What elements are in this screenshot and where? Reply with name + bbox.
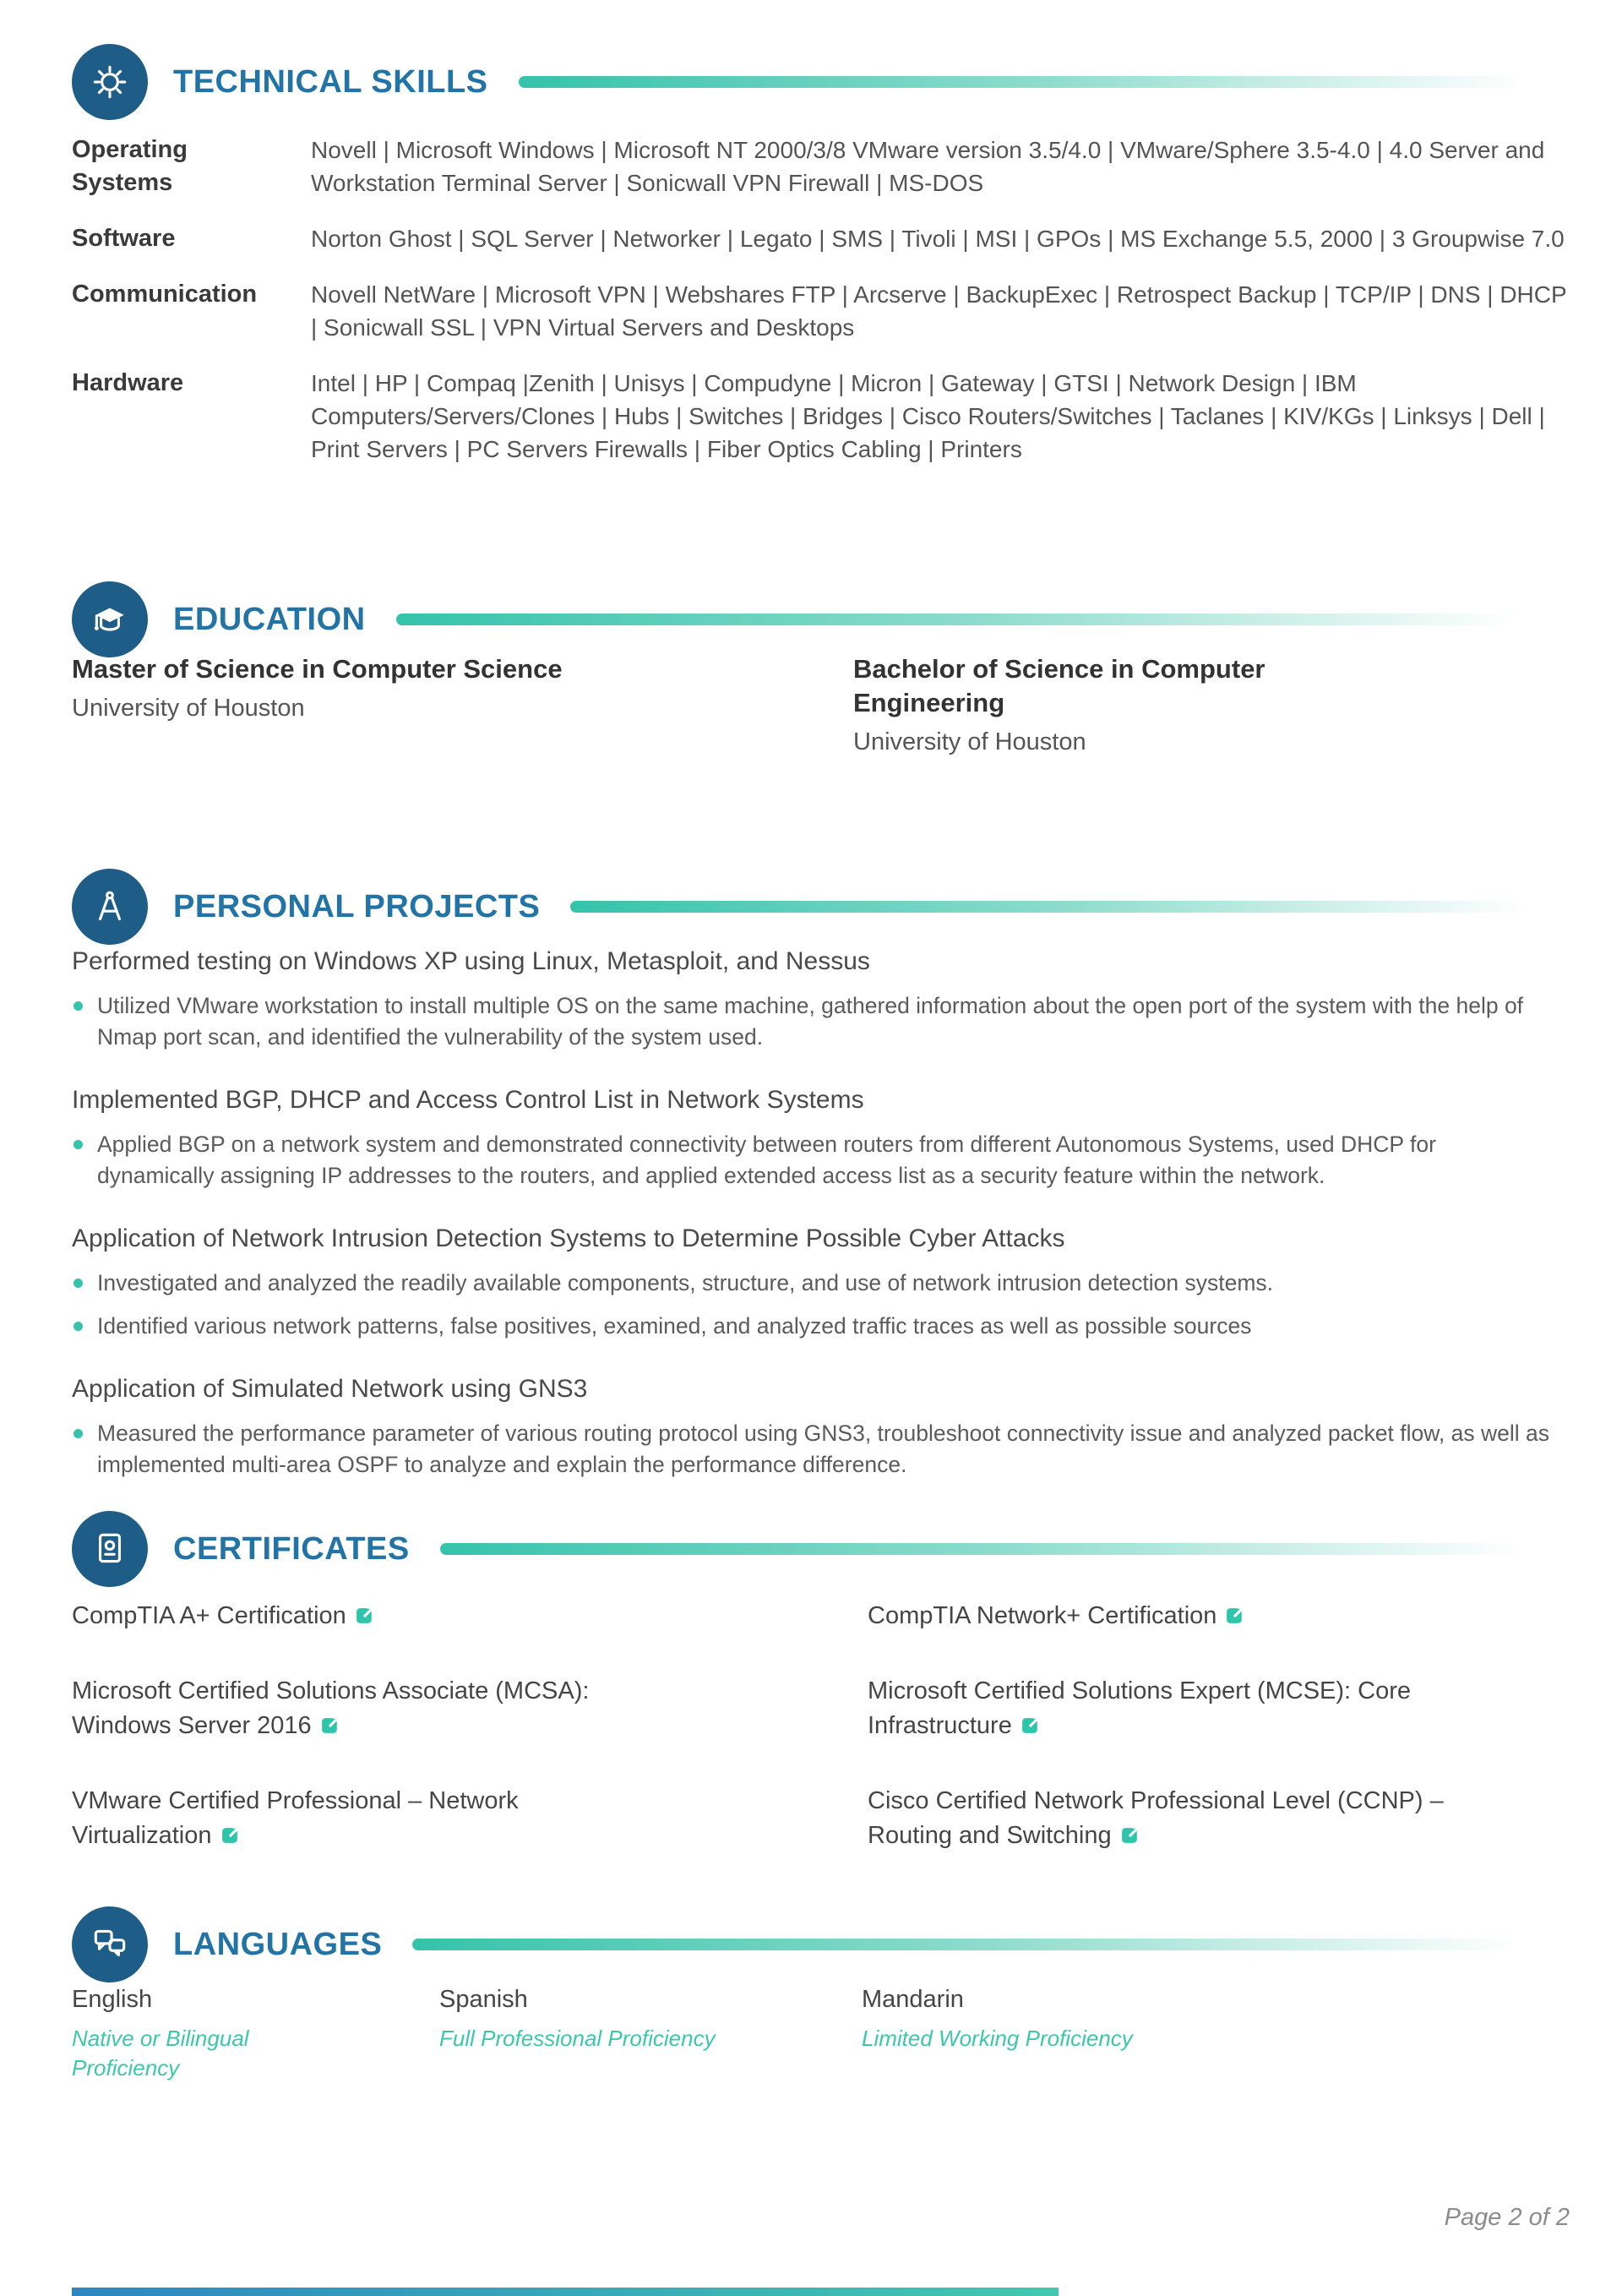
section-title: EDUCATION <box>173 601 366 637</box>
certificate-text: Microsoft Certified Solutions Expert (MCSE): Core Infrastructure <box>868 1677 1412 1739</box>
certificate-item <box>868 1674 1484 1743</box>
bullet-text: Identified various network patterns, false positives, examined, and analyzed traffic traces as well as possible sources <box>97 1313 1252 1339</box>
page-number: Page 2 of 2 <box>1444 2204 1570 2231</box>
certificate-item <box>868 1599 1484 1633</box>
bullet-dot-icon <box>73 1001 83 1011</box>
certificate-item <box>72 1784 655 1853</box>
language-level: Limited Working Proficiency <box>862 2026 1133 2051</box>
certificate-text: VMware Certified Professional – Network Virtualization <box>72 1787 519 1849</box>
degree-entry <box>72 652 853 756</box>
external-link-icon[interactable] <box>1225 1605 1246 1626</box>
certificates-list <box>72 1599 1567 1853</box>
degree-title: Bachelor of Science in Computer Engineering <box>853 654 1265 717</box>
degree-school: University of Houston <box>853 728 1086 755</box>
degree-school: University of Houston <box>72 695 305 722</box>
education-header <box>72 581 1567 657</box>
section-title: CERTIFICATES <box>173 1530 410 1567</box>
certificate-item <box>72 1599 655 1633</box>
project-title: Performed testing on Windows XP using Linux, Metasploit, and Nessus <box>72 947 870 975</box>
section-title: LANGUAGES <box>173 1926 383 1962</box>
language-name: English <box>72 1986 153 2013</box>
project-bullet <box>72 1418 1567 1481</box>
language-name: Spanish <box>439 1986 528 2013</box>
bullet-dot-icon <box>73 1279 83 1288</box>
technical-skills-header <box>72 44 1567 120</box>
section-divider <box>440 1543 1567 1555</box>
external-link-icon[interactable] <box>355 1605 376 1626</box>
page-bottom-accent-bar <box>72 2288 1059 2296</box>
section-divider <box>412 1939 1567 1950</box>
language-name: Mandarin <box>862 1986 964 2013</box>
skill-row-value: Norton Ghost | SQL Server | Networker | Legato | SMS | Tivoli | MSI | GPOs | MS Exchange 5.5, 2000 | 3 Groupwise 7.0 <box>311 226 1565 252</box>
languages-list <box>72 1986 1567 2083</box>
section-title: TECHNICAL SKILLS <box>173 63 488 100</box>
external-link-icon[interactable] <box>220 1824 242 1846</box>
skill-row-value: Intel | HP | Compaq |Zenith | Unisys | Compudyne | Micron | Gateway | GTSI | Network Design | IBM Computers/Servers/Clones | Hubs | Switches | Bridges | Cisco Routers/Switches | Taclanes | KIV/KGs | Linksys | Dell | Print Servers | PC Servers Firewalls | Fiber Optics Cabling | Printers <box>311 370 1545 462</box>
certificates-header <box>72 1511 1567 1587</box>
project-bullet <box>72 1268 1567 1299</box>
bullet-text: Investigated and analyzed the readily available components, structure, and use of network intrusion detection systems. <box>97 1270 1274 1295</box>
language-entry <box>439 1986 862 2083</box>
personal-projects-list <box>72 945 1567 1481</box>
external-link-icon[interactable] <box>1021 1715 1042 1736</box>
skill-row-label: Operating Systems <box>72 136 188 196</box>
bullet-dot-icon <box>73 1322 83 1331</box>
language-level: Full Professional Proficiency <box>439 2026 716 2051</box>
project-bullet <box>72 1311 1567 1342</box>
drafting-compass-icon <box>72 869 148 945</box>
bullet-text: Utilized VMware workstation to install multiple OS on the same machine, gathered information about the open port of the system with the help of Nmap port scan, and identified the vulnerability of the system used. <box>97 993 1524 1050</box>
personal-projects-header <box>72 869 1567 945</box>
languages-header <box>72 1906 1567 1982</box>
bullet-text: Applied BGP on a network system and demonstrated connectivity between routers from different Autonomous Systems, used DHCP for dynamically assigning IP addresses to the routers, and applied extended access list as a security feature within the network. <box>97 1132 1436 1188</box>
language-level: Native or Bilingual Proficiency <box>72 2026 249 2081</box>
certificate-item <box>868 1784 1484 1853</box>
degree-title: Master of Science in Computer Science <box>72 654 563 684</box>
certificate-text: Cisco Certified Network Professional Level (CCNP) – Routing and Switching <box>868 1787 1444 1849</box>
skill-row-label: Communication <box>72 281 258 308</box>
section-title: PERSONAL PROJECTS <box>173 888 541 924</box>
bullet-text: Measured the performance parameter of various routing protocol using GNS3, troubleshoot connectivity issue and analyzed packet flow, as well as implemented multi-area OSPF to analyze and explain the performance difference. <box>97 1421 1550 1477</box>
certificate-text: Microsoft Certified Solutions Associate (MCSA): Windows Server 2016 <box>72 1677 590 1739</box>
degree-entry <box>853 652 1567 756</box>
project-title: Implemented BGP, DHCP and Access Control List in Network Systems <box>72 1086 864 1114</box>
bullet-dot-icon <box>73 1429 83 1438</box>
certificate-badge-icon <box>72 1511 148 1587</box>
skill-row-value: Novell NetWare | Microsoft VPN | Webshares FTP | Arcserve | BackupExec | Retrospect Backup | TCP/IP | DNS | DHCP | Sonicwall SSL | VPN Virtual Servers and Desktops <box>311 281 1567 341</box>
certificate-text: CompTIA Network+ Certification <box>868 1602 1217 1629</box>
speech-bubbles-icon <box>72 1906 148 1982</box>
education-icon <box>72 581 148 657</box>
external-link-icon[interactable] <box>320 1715 341 1736</box>
certificate-item <box>72 1674 655 1743</box>
language-entry <box>862 1986 1567 2083</box>
certificate-text: CompTIA A+ Certification <box>72 1602 346 1629</box>
section-divider <box>519 76 1567 88</box>
project-title: Application of Simulated Network using GNS3 <box>72 1375 588 1403</box>
skill-row-label: Software <box>72 225 176 252</box>
section-divider <box>570 901 1567 913</box>
skill-row-label: Hardware <box>72 369 184 396</box>
bullet-dot-icon <box>73 1140 83 1149</box>
language-entry <box>72 1986 439 2083</box>
technical-skills-table <box>72 134 1567 466</box>
technical-skills-icon <box>72 44 148 120</box>
project-title: Application of Network Intrusion Detection Systems to Determine Possible Cyber Attacks <box>72 1224 1065 1252</box>
section-divider <box>396 614 1567 625</box>
skill-row-value: Novell | Microsoft Windows | Microsoft NT 2000/3/8 VMware version 3.5/4.0 | VMware/Sphere 3.5-4.0 | 4.0 Server and Workstation Terminal Server | Sonicwall VPN Firewall | MS-DOS <box>311 137 1545 196</box>
education-list <box>72 652 1567 756</box>
project-bullet <box>72 990 1567 1053</box>
project-bullet <box>72 1129 1567 1192</box>
external-link-icon[interactable] <box>1120 1824 1141 1846</box>
